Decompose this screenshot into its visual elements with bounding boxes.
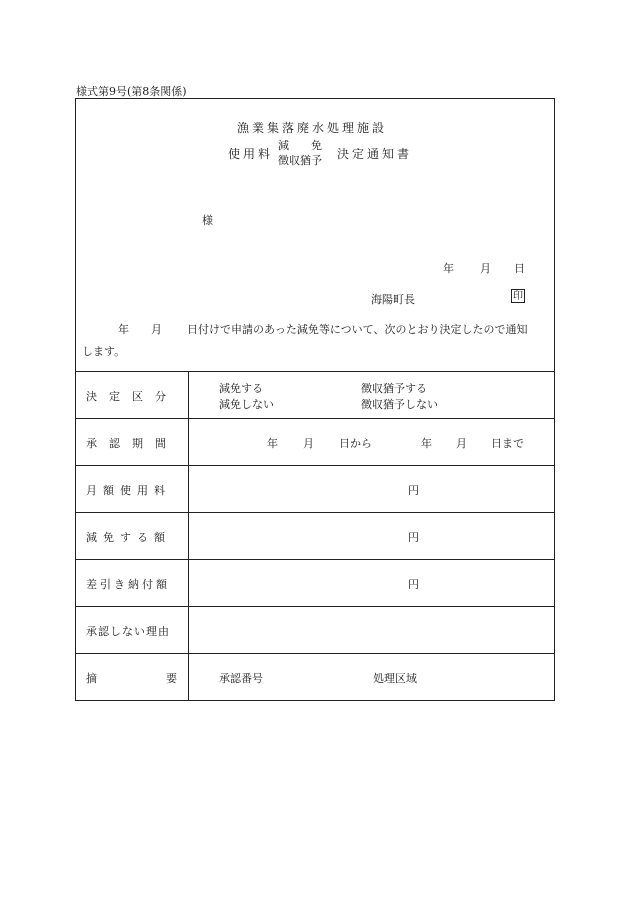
body-month-label: 月 [151, 323, 162, 336]
monthly-fee-label: 月額使用料 [86, 484, 171, 497]
table-row-divider [75, 418, 555, 419]
period-end-day: 日まで [491, 437, 524, 450]
table-row-divider [75, 465, 555, 466]
net-payment-unit: 円 [408, 578, 419, 591]
title-prefix: 使用料 [228, 147, 274, 161]
form-number-label: 様式第9号(第8条関係) [76, 85, 187, 98]
net-payment-label: 差引き納付額 [86, 578, 170, 591]
table-top-border [75, 371, 555, 372]
period-label: 承認期間 [86, 437, 178, 450]
decision-option-defer: 徴収猶予する [361, 382, 427, 395]
non-approval-reason-label: 承認しない理由 [86, 625, 170, 638]
processing-area-label: 処理区域 [373, 672, 417, 685]
date-day-label: 日 [514, 262, 525, 275]
period-end-month: 月 [456, 437, 467, 450]
body-year-label: 年 [118, 323, 129, 336]
body-text-line-1: 日付けで申請のあった減免等について、次のとおり決定したので通知 [187, 323, 528, 336]
approval-number-label: 承認番号 [219, 672, 263, 685]
body-text-line-2: します。 [82, 345, 126, 358]
reduction-amount-unit: 円 [408, 531, 419, 544]
issuer-name: 海陽町長 [371, 293, 415, 306]
period-start-year: 年 [267, 437, 278, 450]
summary-label-second-char: 要 [166, 672, 177, 685]
summary-label-first-char: 摘 [86, 672, 97, 685]
table-column-divider [188, 371, 189, 701]
title-option-reduction: 減 免 [278, 139, 322, 152]
decision-option-no-reduce: 減免しない [219, 398, 274, 411]
table-row-divider [75, 606, 555, 607]
table-row-divider [75, 512, 555, 513]
table-row-divider [75, 559, 555, 560]
decision-label: 決定区分 [86, 390, 178, 403]
title-line-1: 漁業集落廃水処理施設 [237, 121, 388, 135]
addressee-honorific: 様 [202, 214, 213, 227]
decision-option-no-defer: 徴収猶予しない [361, 398, 438, 411]
period-end-year: 年 [421, 437, 432, 450]
title-option-deferral: 徴収猶予 [278, 154, 322, 167]
reduction-amount-label: 減免する額 [86, 531, 171, 544]
period-start-month: 月 [303, 437, 314, 450]
title-suffix: 決定通知書 [337, 147, 413, 161]
monthly-fee-unit: 円 [408, 484, 419, 497]
date-year-label: 年 [443, 262, 454, 275]
seal-stamp: 印 [513, 291, 523, 302]
decision-option-reduce: 減免する [219, 382, 263, 395]
period-start-day: 日から [339, 437, 372, 450]
date-month-label: 月 [480, 262, 491, 275]
table-row-divider [75, 653, 555, 654]
